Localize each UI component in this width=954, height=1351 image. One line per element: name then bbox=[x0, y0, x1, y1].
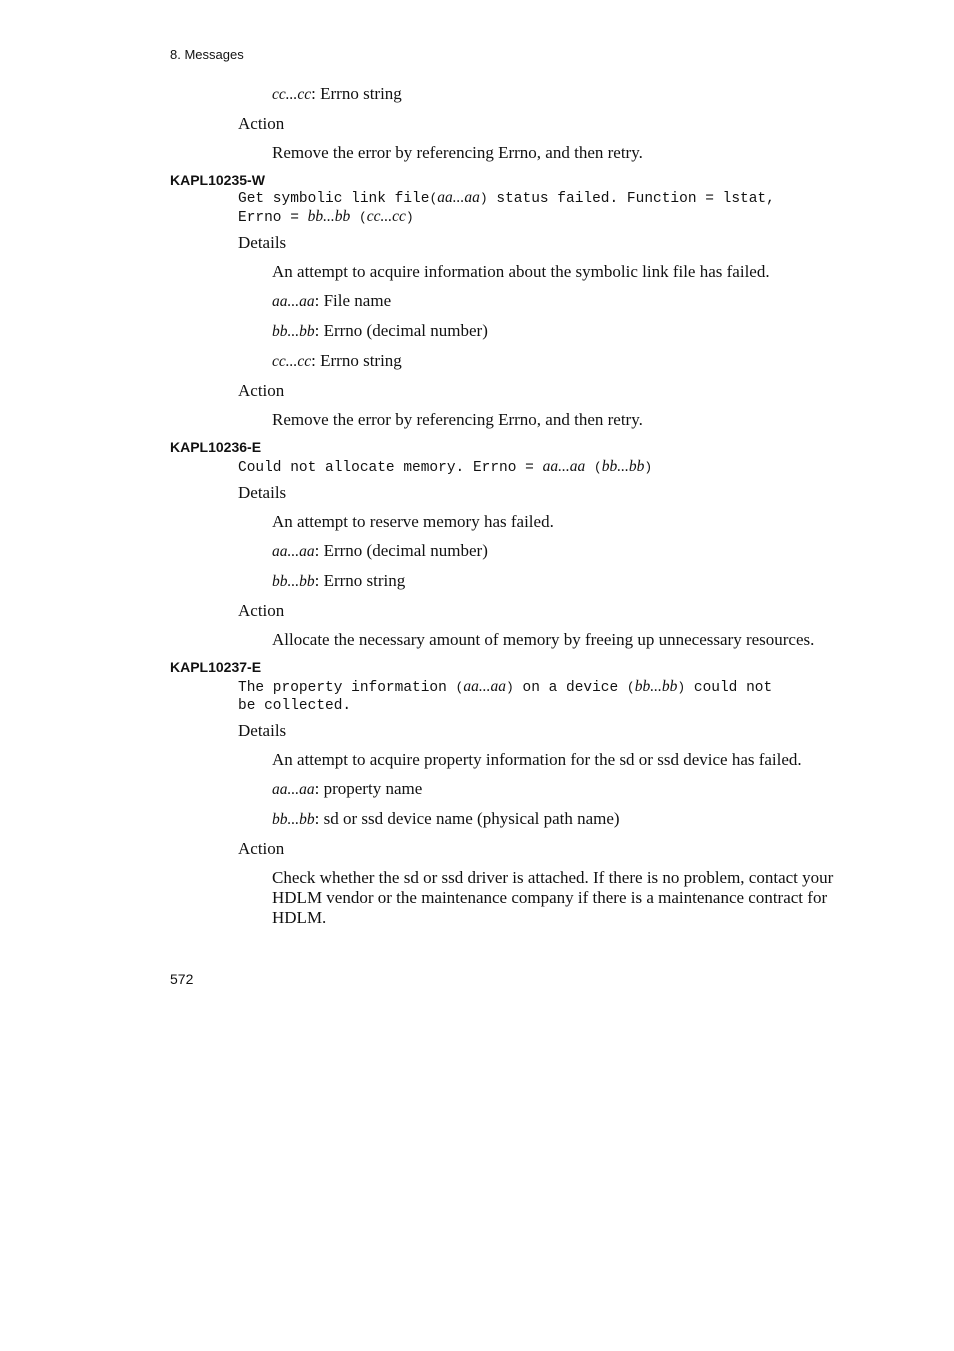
action-text bbox=[170, 868, 850, 928]
close-paren: ) bbox=[505, 680, 514, 695]
variable-name: bb...bb bbox=[272, 811, 315, 828]
action-text: Allocate the necessary amount of memory by freeing up unnecessary resources. bbox=[272, 630, 815, 649]
variable-meaning: : Errno (decimal number) bbox=[314, 541, 488, 560]
variable-name: aa...aa bbox=[272, 293, 315, 310]
variable-name: aa...aa bbox=[542, 458, 586, 475]
message-text-line bbox=[238, 458, 850, 477]
message-text-line bbox=[238, 189, 850, 208]
message-text bbox=[170, 458, 850, 477]
message-fragment: status failed. Function = lstat, bbox=[487, 191, 775, 207]
message-fragment: Get symbolic link file bbox=[238, 191, 430, 207]
variable-description bbox=[170, 571, 850, 592]
variable-meaning: : Errno (decimal number) bbox=[314, 321, 488, 340]
variable-meaning: : Errno string bbox=[314, 571, 406, 590]
variable-description bbox=[170, 291, 850, 312]
details-heading: Details bbox=[238, 233, 287, 252]
variable-description bbox=[170, 809, 850, 830]
variable-name: cc...cc bbox=[272, 86, 312, 103]
message-id: KAPL10235-W bbox=[170, 172, 265, 188]
variable-name: cc...cc bbox=[272, 353, 312, 370]
close-paren: ) bbox=[677, 680, 686, 695]
variable-name: bb...bb bbox=[634, 678, 678, 695]
details-heading: Details bbox=[238, 721, 287, 740]
close-paren: ) bbox=[479, 191, 488, 206]
page-number: 572 bbox=[170, 971, 194, 987]
open-paren: ( bbox=[455, 680, 464, 695]
message-fragment: Errno = bbox=[238, 210, 308, 226]
close-paren: ) bbox=[644, 460, 653, 475]
variable-meaning: : Errno string bbox=[311, 351, 402, 370]
action-heading: Action bbox=[238, 381, 285, 400]
variable-meaning: : sd or ssd device name (physical path name) bbox=[314, 809, 620, 828]
variable-name: aa...aa bbox=[437, 189, 480, 206]
action-text: Remove the error by referencing Errno, and then retry. bbox=[272, 410, 643, 429]
variable-description bbox=[170, 541, 850, 562]
open-paren: ( bbox=[626, 680, 635, 695]
variable-meaning: : File name bbox=[314, 291, 392, 310]
variable-description bbox=[170, 84, 850, 105]
message-text bbox=[170, 678, 850, 715]
details-text: An attempt to acquire property information for the sd or ssd device has failed. bbox=[272, 750, 802, 769]
details-text: An attempt to acquire information about the symbolic link file has failed. bbox=[272, 262, 770, 281]
variable-meaning: : property name bbox=[314, 779, 423, 798]
message-fragment: The property information bbox=[238, 680, 456, 696]
variable-name: bb...bb bbox=[601, 458, 645, 475]
message-id: KAPL10236-E bbox=[170, 439, 262, 455]
open-paren: ( bbox=[358, 210, 367, 225]
action-heading: Action bbox=[238, 601, 285, 620]
message-text-line bbox=[238, 678, 850, 697]
variable-name: aa...aa bbox=[272, 543, 315, 560]
page-content bbox=[170, 84, 850, 928]
variable-name: bb...bb bbox=[272, 323, 315, 340]
running-header: 8. Messages bbox=[170, 47, 244, 62]
variable-description bbox=[170, 779, 850, 800]
message-text-line bbox=[238, 208, 850, 227]
message-id: KAPL10237-E bbox=[170, 659, 262, 675]
message-fragment: could not bbox=[685, 680, 773, 696]
variable-meaning: : Errno string bbox=[311, 84, 402, 103]
variable-description bbox=[170, 321, 850, 342]
variable-name: bb...bb bbox=[272, 573, 315, 590]
variable-name: bb...bb bbox=[307, 208, 351, 225]
action-text-line: Check whether the sd or ssd driver is attached. If there is no problem, contact your bbox=[272, 868, 834, 887]
close-paren: ) bbox=[405, 210, 414, 225]
message-text bbox=[170, 189, 850, 227]
message-fragment: Could not allocate memory. Errno = bbox=[238, 460, 543, 476]
action-heading: Action bbox=[238, 114, 285, 133]
details-heading: Details bbox=[238, 483, 287, 502]
variable-name: cc...cc bbox=[366, 208, 406, 225]
variable-name: aa...aa bbox=[272, 781, 315, 798]
action-text-line: HDLM. bbox=[272, 908, 327, 927]
message-fragment: on a device bbox=[513, 680, 627, 696]
action-heading: Action bbox=[238, 839, 285, 858]
variable-name: aa...aa bbox=[463, 678, 506, 695]
action-text-line: HDLM vendor or the maintenance company if there is a maintenance contract for bbox=[272, 888, 828, 907]
message-text-line: be collected. bbox=[238, 698, 352, 714]
variable-description bbox=[170, 351, 850, 372]
open-paren: ( bbox=[593, 460, 602, 475]
action-text: Remove the error by referencing Errno, and then retry. bbox=[272, 143, 643, 162]
open-paren: ( bbox=[429, 191, 438, 206]
details-text: An attempt to reserve memory has failed. bbox=[272, 512, 554, 531]
